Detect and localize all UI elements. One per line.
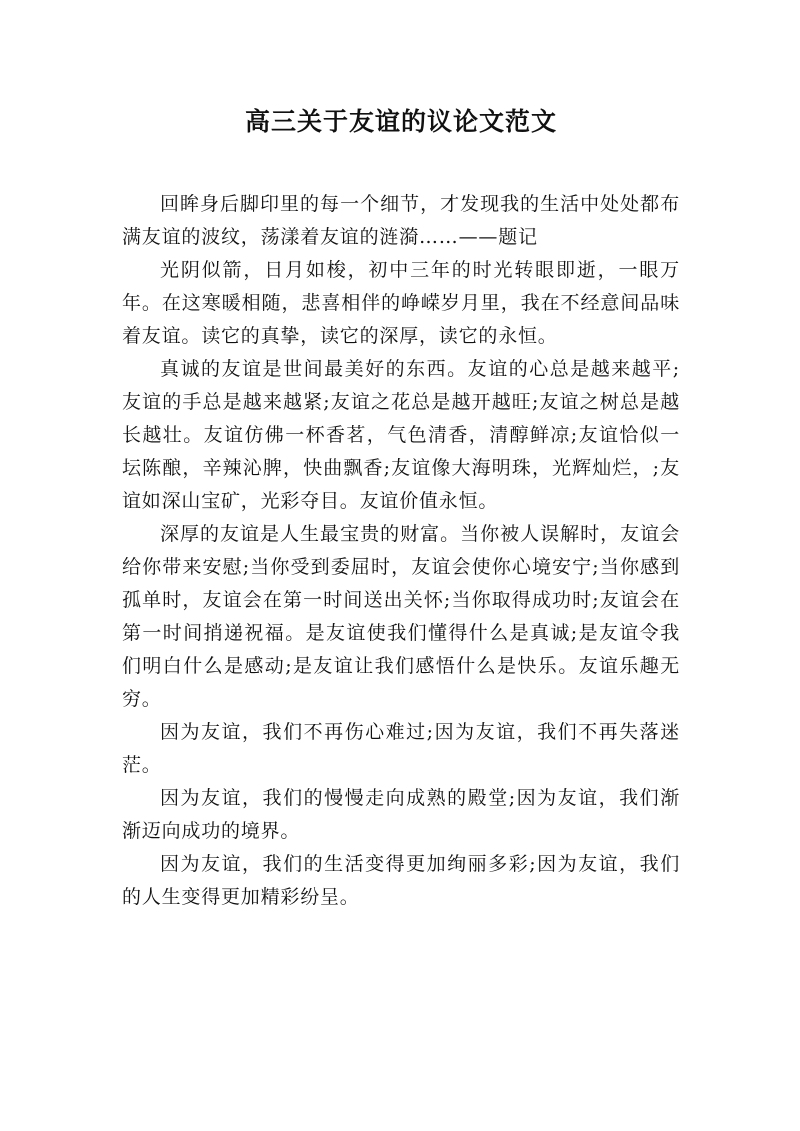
paragraph: 回眸身后脚印里的每一个细节，才发现我的生活中处处都布满友谊的波纹，荡漾着友谊的涟漪……——题记 xyxy=(122,193,680,248)
paragraph: 深厚的友谊是人生最宝贵的财富。当你被人误解时，友谊会给你带来安慰;当你受到委屈时，友谊会使你心境安宁;当你感到孤单时，友谊会在第一时间送出关怀;当你取得成功时;友谊会在第一时间捎递祝福。是友谊使我们懂得什么是真诚;是友谊令我们明白什么是感动;是友谊让我们感悟什么是快乐。友谊乐趣无穷。 xyxy=(122,523,680,710)
paragraph: 光阴似箭，日月如梭，初中三年的时光转眼即逝，一眼万年。在这寒暖相随，悲喜相伴的峥嵘岁月里，我在不经意间品味着友谊。读它的真挚，读它的深厚，读它的永恒。 xyxy=(122,259,680,347)
paragraph: 因为友谊，我们不再伤心难过;因为友谊，我们不再失落迷茫。 xyxy=(122,721,680,776)
document-title: 高三关于友谊的议论文范文 xyxy=(244,107,557,136)
paragraph: 因为友谊，我们的生活变得更加绚丽多彩;因为友谊，我们的人生变得更加精彩纷呈。 xyxy=(122,853,680,908)
paragraph: 真诚的友谊是世间最美好的东西。友谊的心总是越来越平;友谊的手总是越来越紧;友谊之花总是越开越旺;友谊之树总是越长越壮。友谊仿佛一杯香茗，气色清香，清醇鲜凉;友谊恰似一坛陈酿，辛辣沁脾，快曲飘香;友谊像大海明珠，光辉灿烂，;友谊如深山宝矿，光彩夺目。友谊价值永恒。 xyxy=(122,358,680,512)
paragraph: 因为友谊，我们的慢慢走向成熟的殿堂;因为友谊，我们渐渐迈向成功的境界。 xyxy=(122,787,680,842)
document-body xyxy=(122,188,680,914)
